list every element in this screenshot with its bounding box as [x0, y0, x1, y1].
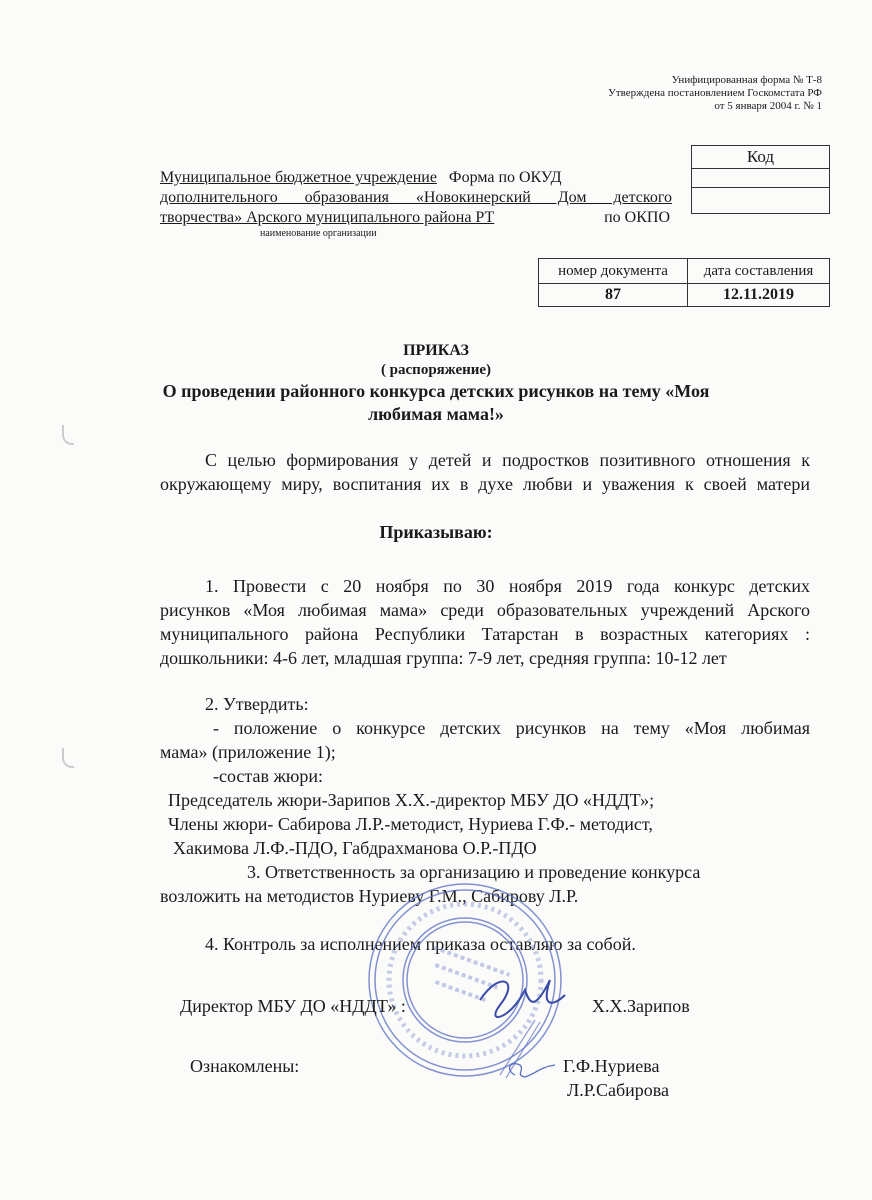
okpo-code-cell	[692, 188, 830, 214]
subject-line: любимая мама!»	[368, 404, 504, 424]
item2-line: - положение о конкурсе детских рисунков на тему «Моя любимая	[213, 718, 810, 738]
item1-line: муниципального района Республики Татарстан в возрастных категориях :	[160, 624, 810, 644]
item3-line: 3. Ответственность за организацию и проведение конкурса	[247, 862, 701, 882]
signature	[440, 950, 580, 1090]
org-name-line: дополнительного образования «Новокинерский Дом детского	[160, 189, 672, 206]
item2-head: 2. Утвердить:	[205, 694, 309, 714]
jury-members: Хакимова Л.Ф.-ПДО, Габдрахманова О.Р.-ПДО	[173, 838, 537, 858]
item1-line: дошкольники: 4-6 лет, младшая группа: 7-9 лет, средняя группа: 10-12 лет	[160, 648, 727, 668]
doc-date-header: дата составления	[688, 259, 830, 284]
doc-date: 12.11.2019	[688, 284, 830, 307]
form-header	[608, 74, 822, 113]
scan-punch-mark	[62, 748, 74, 768]
form-header-line: Утверждена постановлением Госкомстата РФ	[608, 87, 822, 99]
item2-line: мама» (приложение 1);	[160, 742, 336, 762]
title-sub: ( распоряжение)	[380, 362, 492, 378]
organization-block	[160, 168, 672, 239]
preamble-line: окружающему миру, воспитания их в духе любви и уважения к своей матери	[160, 474, 810, 494]
title: ПРИКАЗ	[403, 342, 469, 359]
item1-line: 1. Провести с 20 ноября по 30 ноября 2019 года конкурс детских	[205, 576, 810, 596]
doc-number-header: номер документа	[539, 259, 688, 284]
order-word: Приказываю:	[379, 522, 493, 542]
acquainted-name: Г.Ф.Нуриева	[563, 1056, 660, 1076]
jury-head: -состав жюри:	[213, 766, 324, 786]
okud-code-cell	[692, 169, 830, 188]
org-name-line: творчества» Арского муниципального района РТ	[160, 209, 495, 226]
item1-line: рисунков «Моя любимая мама» среди образовательных учреждений Арского	[160, 600, 810, 620]
org-name-line: Муниципальное бюджетное учреждение	[160, 169, 437, 186]
okpo-label: по ОКПО	[604, 209, 670, 226]
item4: 4. Контроль за исполнением приказа оставляю за собой.	[205, 934, 636, 954]
doc-number: 87	[539, 284, 688, 307]
okud-label: Форма по ОКУД	[448, 169, 562, 186]
form-header-line: от 5 января 2004 г. № 1	[714, 100, 822, 112]
code-header: Код	[692, 146, 830, 169]
director-label: Директор МБУ ДО «НДДТ» :	[180, 996, 406, 1016]
acquainted-name: Л.Р.Сабирова	[567, 1080, 670, 1100]
acquainted-label: Ознакомлены:	[190, 1056, 300, 1076]
item3-line: возложить на методистов Нуриеву Г.М., Сабирову Л.Р.	[160, 886, 579, 906]
form-header-line: Унифицированная форма № Т-8	[671, 74, 822, 86]
scan-punch-mark	[62, 425, 74, 445]
code-table	[691, 145, 830, 214]
document-table	[538, 258, 830, 307]
preamble-line: С целью формирования у детей и подростков позитивного отношения к	[205, 450, 810, 470]
director-name: Х.Х.Зарипов	[592, 996, 690, 1016]
org-caption: наименование организации	[260, 228, 377, 239]
jury-chair: Председатель жюри-Зарипов Х.Х.-директор МБУ ДО «НДДТ»;	[168, 790, 655, 810]
jury-members: Члены жюри- Сабирова Л.Р.-методист, Нуриева Г.Ф.- методист,	[168, 814, 653, 834]
subject-line: О проведении районного конкурса детских рисунков на тему «Моя	[162, 381, 710, 401]
